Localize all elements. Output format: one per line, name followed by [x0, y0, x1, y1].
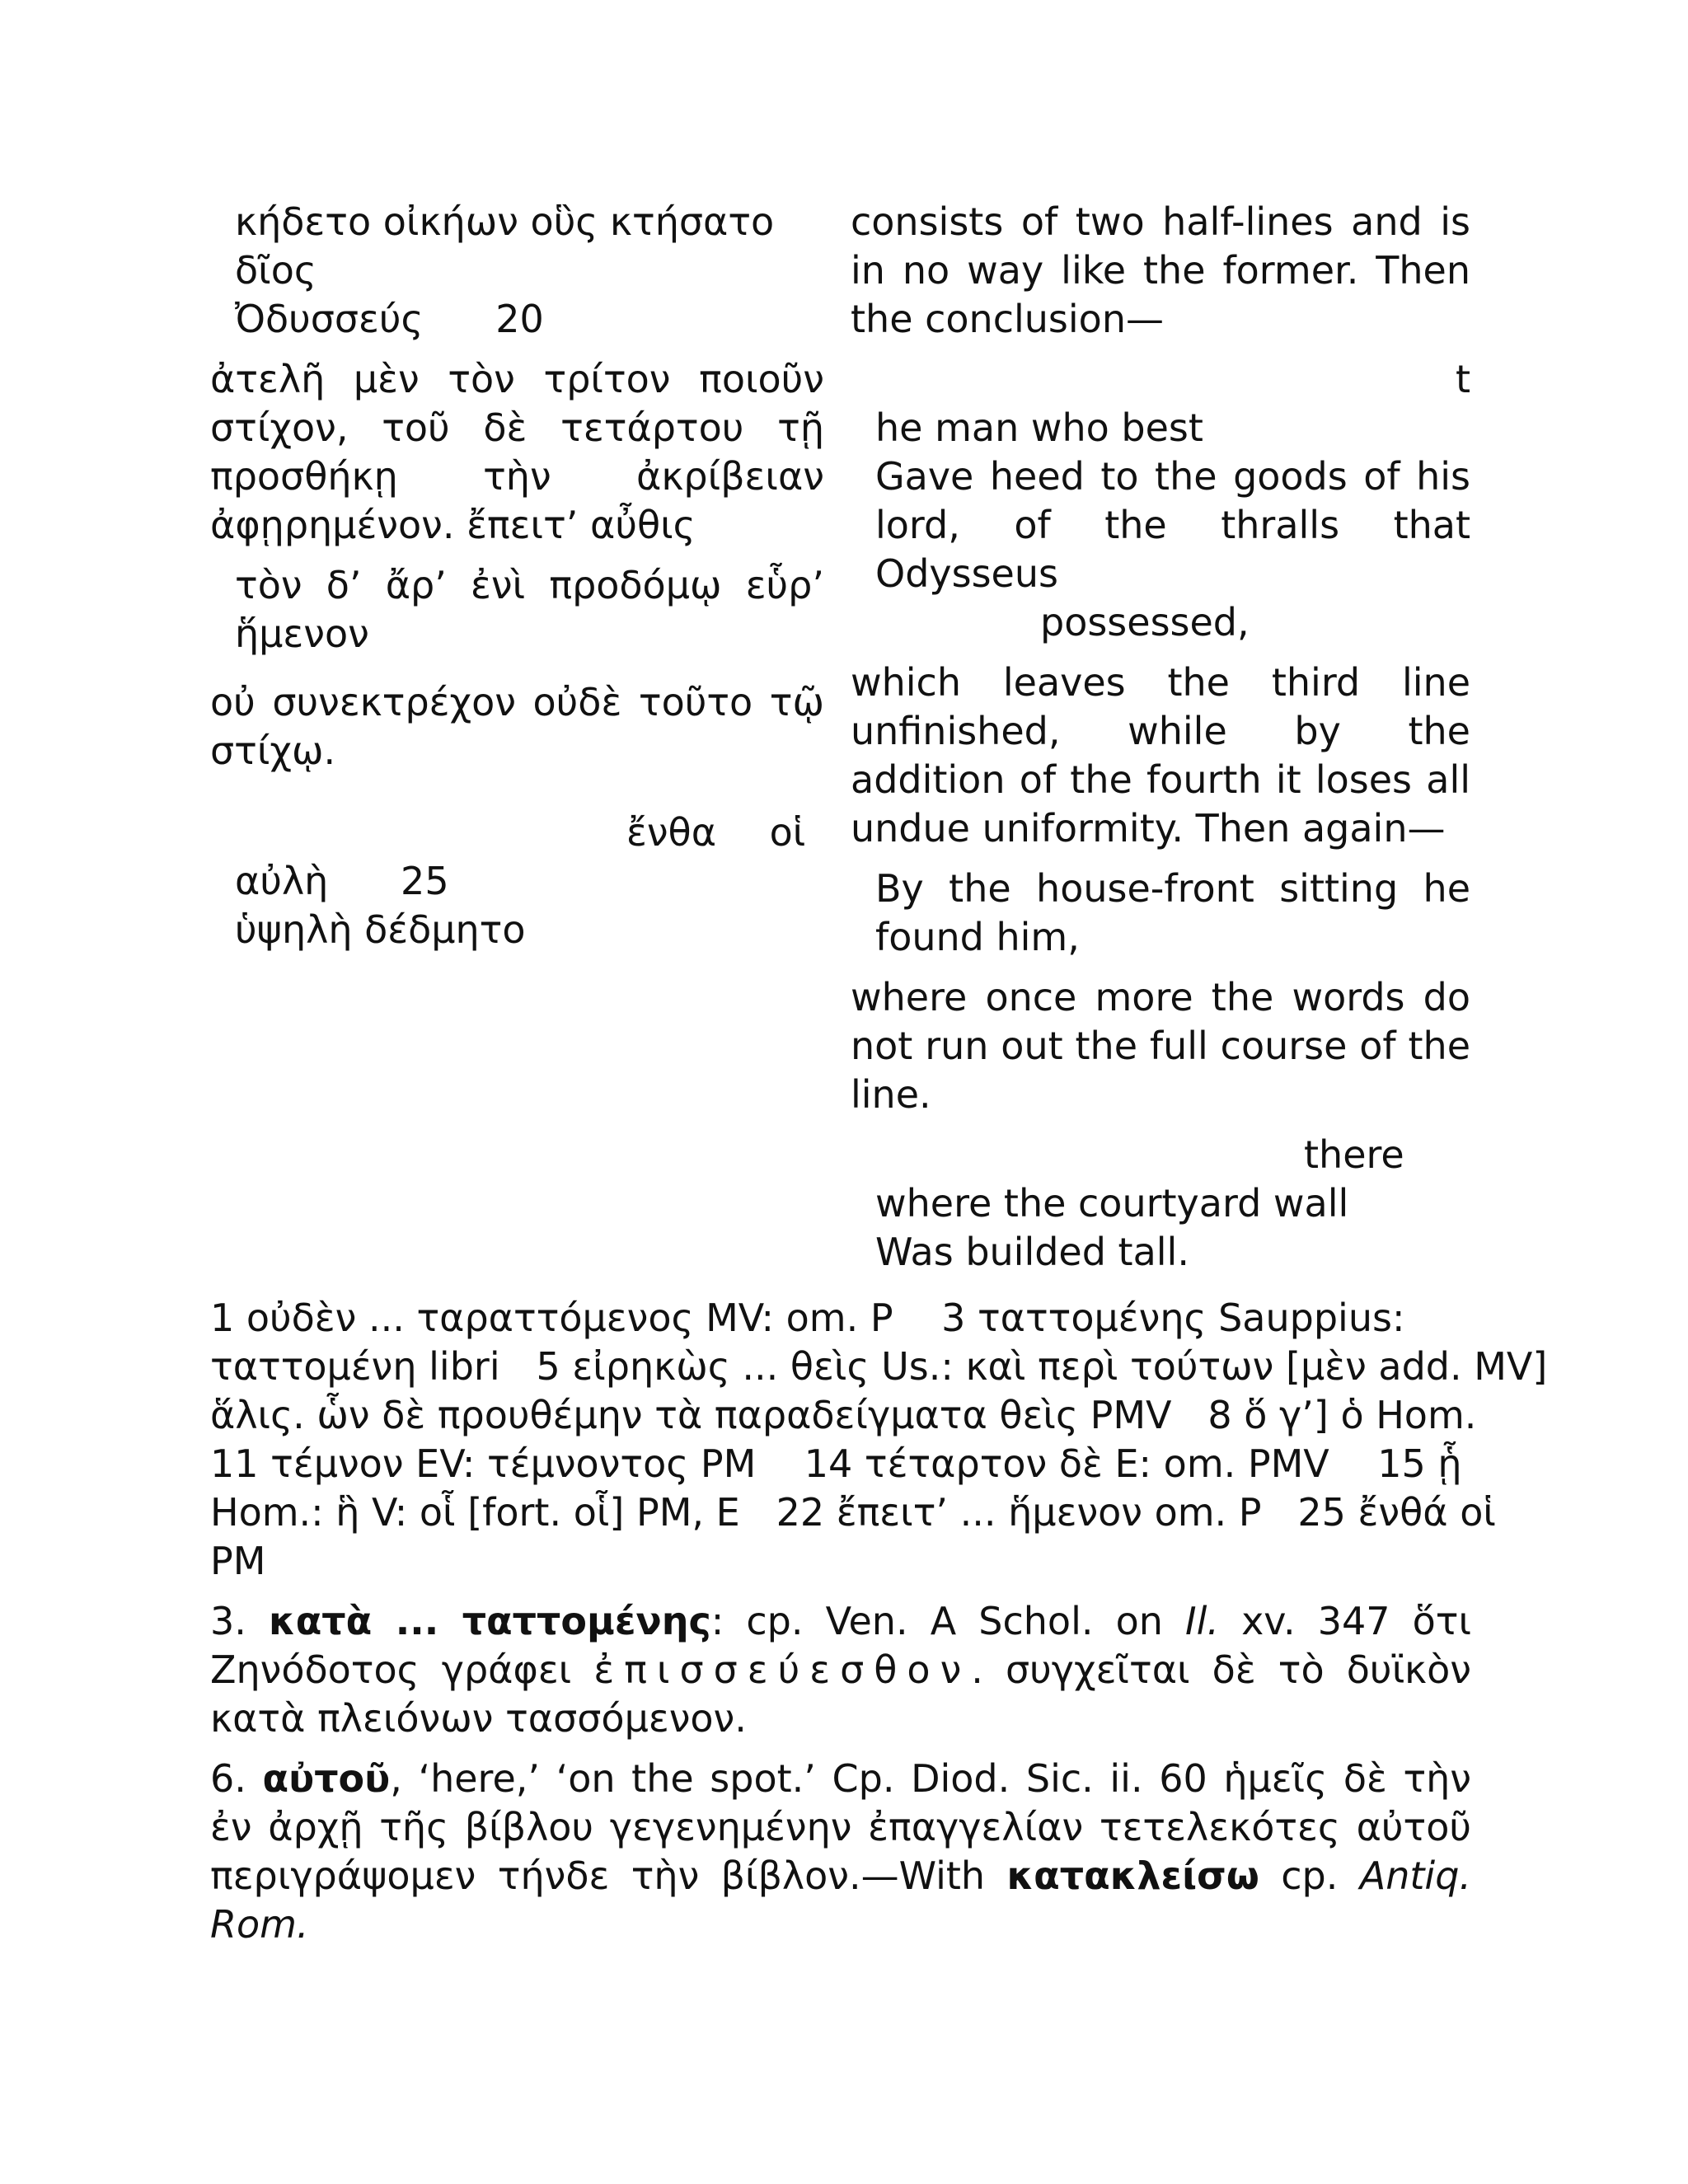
translation-paragraph: consists of two half-lines and is in no way like the former. Then the conclusion— [851, 199, 1470, 341]
verse-line: there [1304, 1132, 1404, 1177]
verse-line: he man who best [875, 405, 1203, 450]
greek-paragraph: ἀτελῆ μὲν τὸν τρίτον ποιοῦν στίχον, τοῦ δὲ τετάρτου τῇ προσθήκῃ τὴν ἀκρίβειαν ἀφῃρημένον. ἔπειτ’ αὖθις [210, 357, 824, 547]
greek-text-column [210, 198, 824, 954]
commentary-note [210, 1755, 1471, 1949]
note-number: 6. [210, 1756, 246, 1801]
note-text: , ‘here,’ ‘on the spot.’ Cp. Diod. Sic. ii. 60 ἡμεῖς δὲ τὴν ἐν ἀρχῇ τῆς βίβλου γεγενημένην ἐπαγγελίαν τετελεκότες αὐτοῦ περιγράψομεν τήνδε τὴν βίβλον.—With [210, 1756, 1472, 1898]
greek-paragraph: οὐ συνεκτρέχον οὐδὲ τοῦτο τῷ στίχῳ. [210, 680, 824, 773]
spaced-word: ἐπισσεύεσθον [593, 1647, 972, 1692]
verse-line: Was builded tall. [875, 1230, 1189, 1274]
note-reference: Il. [1185, 1599, 1219, 1643]
critical-apparatus [210, 1294, 1548, 1586]
verse-line: ἔνθα οἱ [626, 810, 806, 855]
verse-line: where the courtyard wall [875, 1181, 1349, 1226]
note-text: . συγχεῖται δὲ τὸ δυϊκὸν κατὰ πλειόνων τασσόμενον. [210, 1647, 1471, 1741]
note-text: : cp. Ven. A Schol. on [710, 1599, 1185, 1643]
verse-line: κήδετο οἰκήων οὓς κτήσατο δῖος [235, 199, 775, 293]
apparatus-line: 11 τέμνον EV: τέμνοντος PM 14 τέταρτον δὲ E: om. PMV 15 ᾗ [210, 1441, 1462, 1486]
verse-line: possessed, [1040, 600, 1250, 644]
note-reference: Antiq. Rom. [210, 1854, 1472, 1947]
apparatus-line: 1 οὐδὲν ... ταραττόμενος MV: om. P 3 ταττομένης Sauppius: [210, 1296, 1405, 1340]
apparatus-line: PM [210, 1539, 266, 1583]
verse-line: αὐλὴ 25 [235, 859, 449, 903]
verse-quote: By the house-front sitting he found him, [875, 866, 1470, 959]
verse-line: Gave heed to the goods of his lord, of the thralls that Odysseus [875, 454, 1470, 596]
verse-dropcap: t [1455, 357, 1470, 401]
notes-section [210, 1294, 1548, 1949]
commentary-note [210, 1597, 1471, 1743]
apparatus-line: ταττομένη libri 5 εἰρηκὼς ... θεὶς Us.: καὶ περὶ τούτων [μὲν add. MV] [210, 1344, 1548, 1389]
note-number: 3. [210, 1599, 246, 1643]
verse-quote: τὸν δ’ ἄρ’ ἐνὶ προδόμῳ εὗρ’ ἥμενον [235, 563, 824, 656]
note-lemma: κατὰ ... ταττομένης [269, 1599, 711, 1643]
apparatus-line: ἅλις. ὧν δὲ προυθέμην τὰ παραδείγματα θεὶς PMV 8 ὅ γ’] ὁ Hom. [210, 1393, 1477, 1437]
verse-line: ὑψηλὴ δέδμητο [235, 907, 526, 952]
note-lemma: αὐτοῦ [262, 1756, 391, 1801]
verse-line: Ὀδυσσεύς 20 [235, 297, 544, 341]
english-translation-column [851, 198, 1470, 1277]
apparatus-line: Hom.: ἣ V: οἷ [fort. οἷ] PM, E 22 ἔπειτ’ ... ἥμενον om. P 25 ἔνθά οἱ [210, 1490, 1496, 1535]
note-text: cp. [1259, 1854, 1360, 1898]
note-lemma: κατακλείσω [1006, 1854, 1259, 1898]
translation-paragraph: where once more the words do not run out the full course of the line. [851, 975, 1470, 1117]
translation-paragraph: which leaves the third line unfinished, while by the addition of the fourth it loses all undue uniformity. Then again— [851, 660, 1470, 851]
note-text: xv. 347 ὅτι Ζηνόδοτος γράφει [210, 1599, 1472, 1692]
